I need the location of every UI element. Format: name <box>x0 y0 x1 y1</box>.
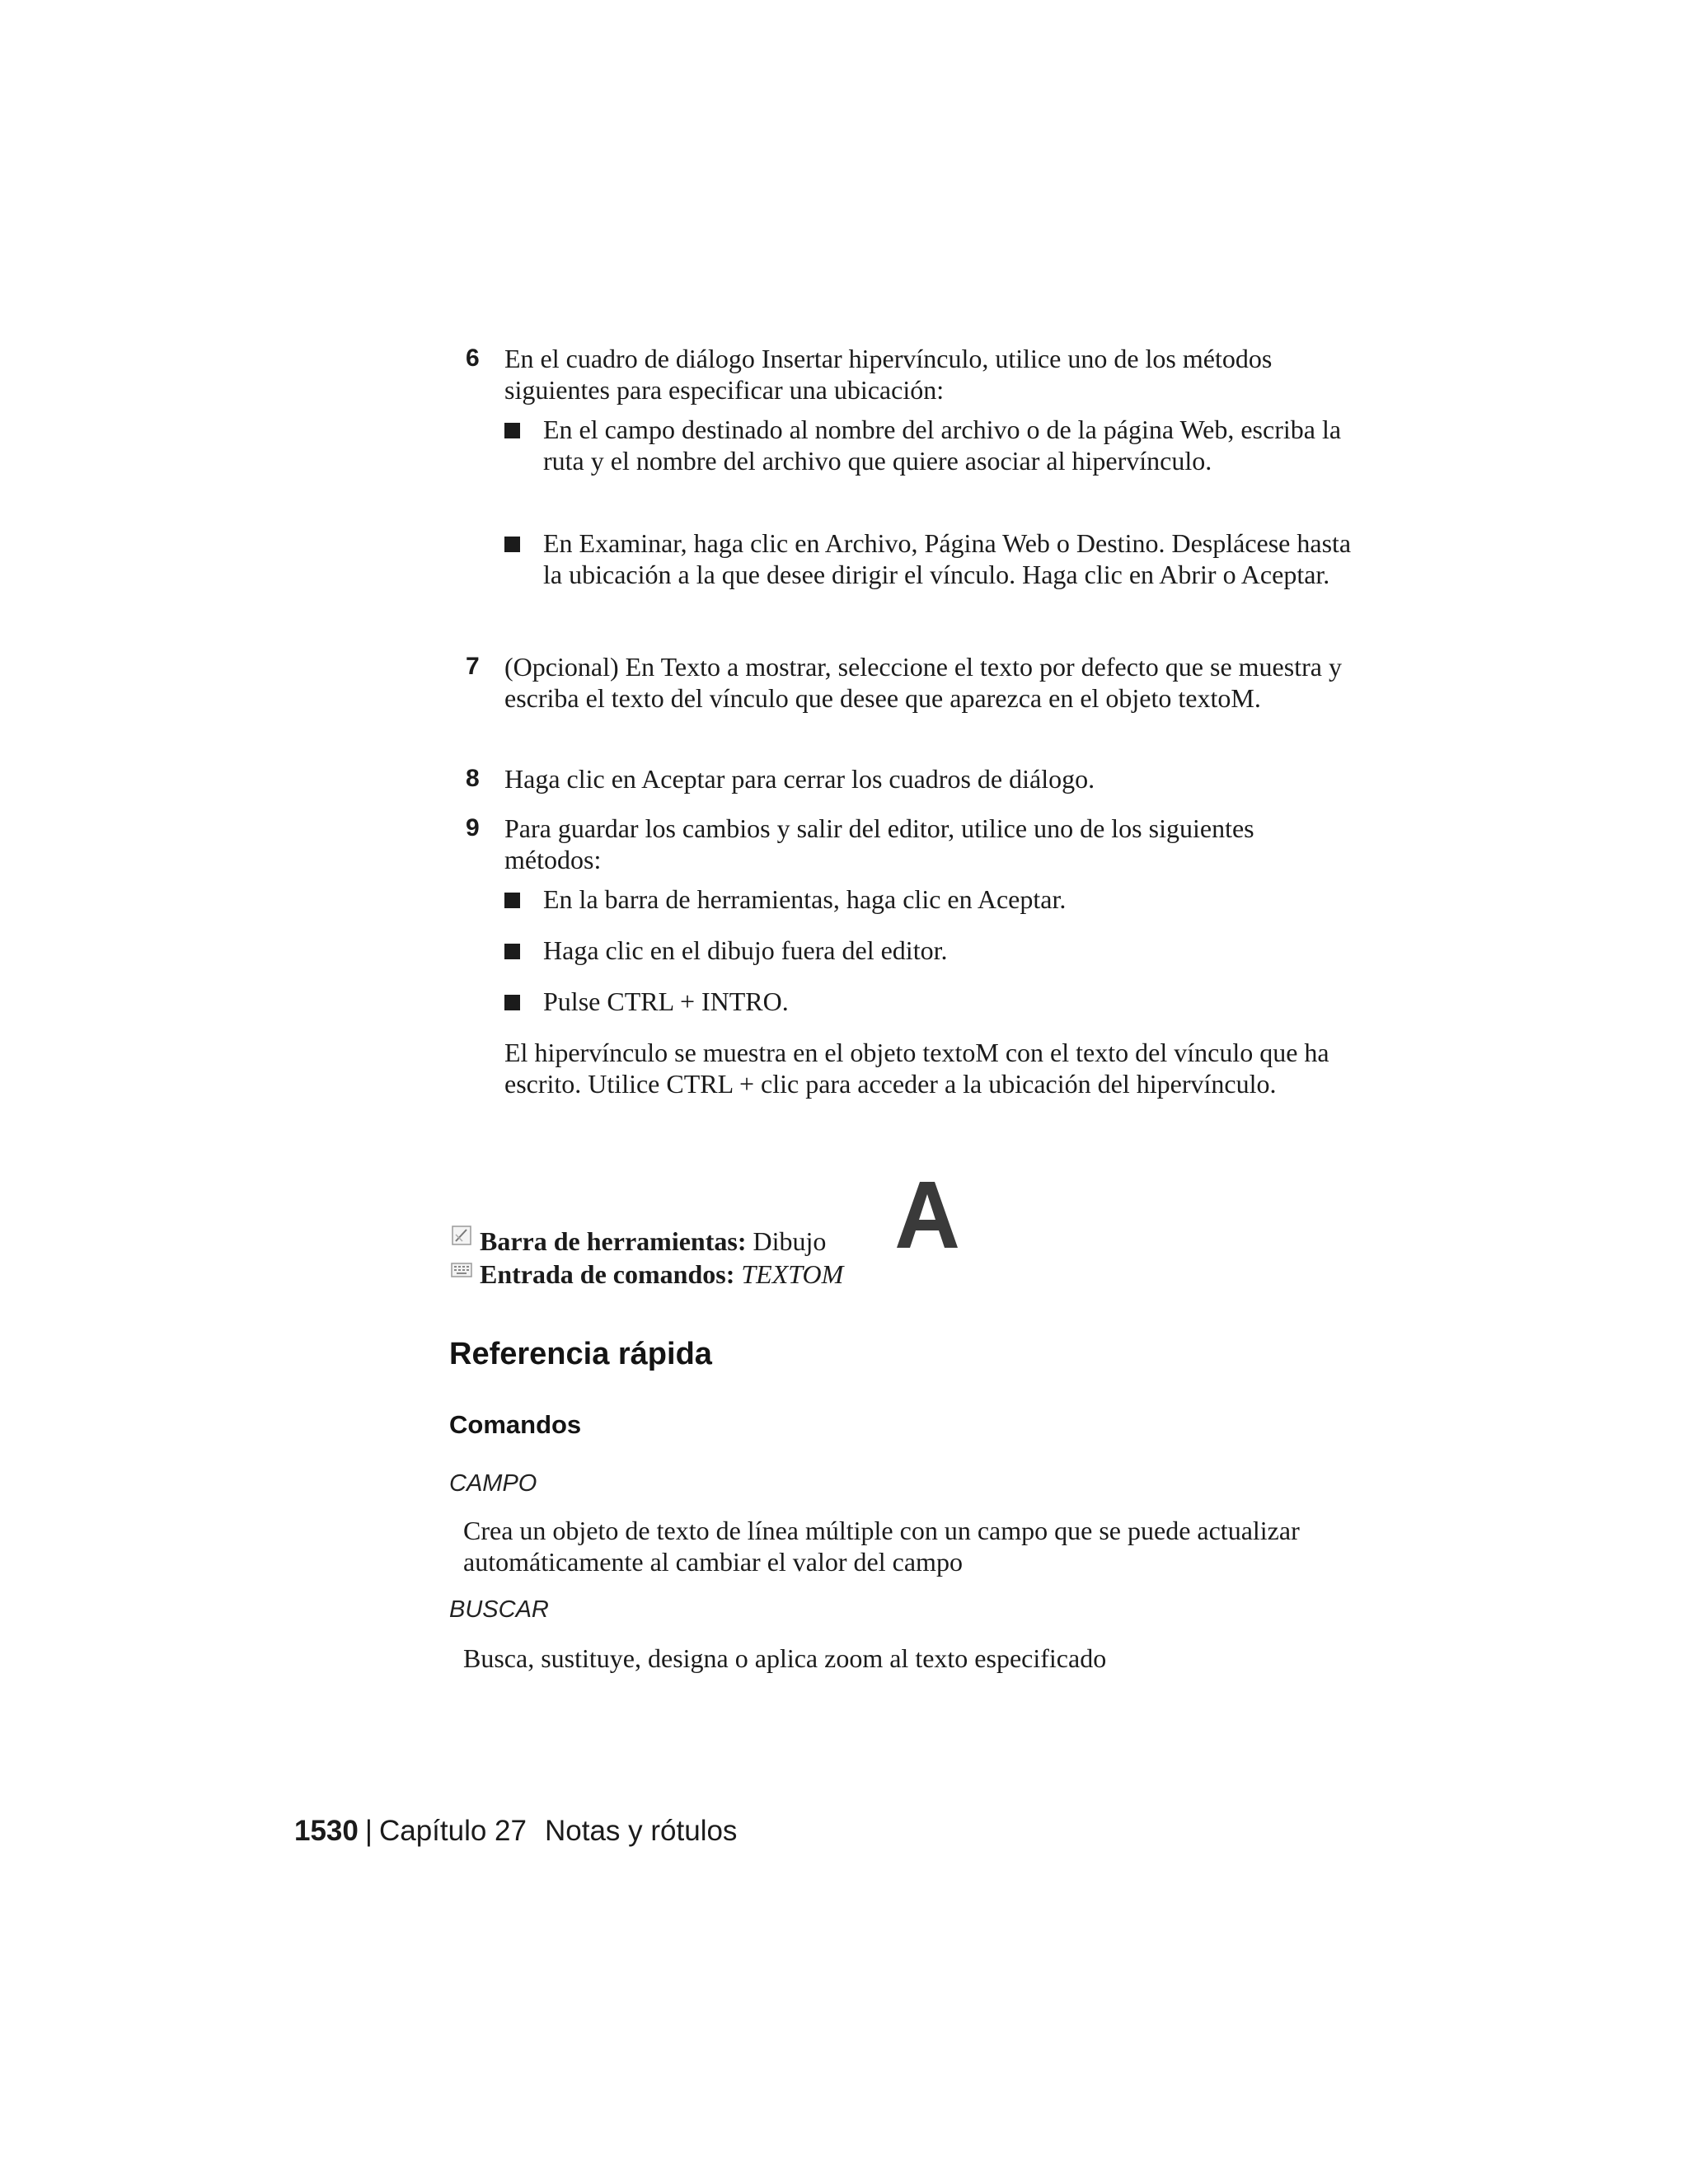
result-paragraph: El hipervínculo se muestra en el objeto textoM con el texto del vínculo que ha escrito. Utilice CTRL + clic para acceder a la ubicación del hipervínculo. <box>504 1038 1329 1099</box>
chapter-title: Notas y rótulos <box>545 1815 738 1847</box>
step-number: 9 <box>466 814 480 841</box>
command-description: Crea un objeto de texto de línea múltiple con un campo que se puede actualizar automáticamente al cambiar el valor del campo <box>463 1516 1300 1577</box>
command-description: Busca, sustituye, designa o aplica zoom al texto especificado <box>463 1643 1107 1673</box>
text-a-icon[interactable] <box>890 1177 964 1251</box>
footer-separator: | <box>364 1815 373 1847</box>
command-name: BUSCAR <box>449 1596 549 1623</box>
bullet-square-icon <box>504 423 520 438</box>
bullet-square-icon <box>504 995 520 1010</box>
toolbar-access-line <box>480 1226 826 1257</box>
list-item <box>504 527 1353 590</box>
command-label: Entrada de comandos: <box>480 1259 735 1289</box>
list-item-text: Pulse CTRL + INTRO. <box>543 987 789 1016</box>
step-7 <box>466 651 1352 714</box>
page-number: 1530 <box>294 1815 359 1847</box>
step-text: (Opcional) En Texto a mostrar, seleccione el texto por defecto que se muestra y escriba el texto del vínculo que desee que aparezca en el objeto textoM. <box>504 652 1342 713</box>
toolbar-icon <box>451 1225 472 1246</box>
bullet-square-icon <box>504 944 520 959</box>
list-item <box>504 986 1353 1017</box>
step-8 <box>466 763 1352 794</box>
list-item-text: Haga clic en el dibujo fuera del editor. <box>543 935 948 965</box>
step-text: En el cuadro de diálogo Insertar hipervínculo, utilice uno de los métodos siguientes para especificar una ubicación: <box>504 344 1273 405</box>
list-item <box>504 414 1353 476</box>
step-number: 8 <box>466 765 480 792</box>
list-item <box>504 935 1353 966</box>
step-6 <box>466 343 1352 405</box>
step-text: Para guardar los cambios y salir del editor, utilice uno de los siguientes métodos: <box>504 813 1254 874</box>
step-number: 7 <box>466 653 480 680</box>
step-number: 6 <box>466 344 480 372</box>
step-text: Haga clic en Aceptar para cerrar los cuadros de diálogo. <box>504 764 1095 794</box>
section-heading: Referencia rápida <box>449 1337 712 1371</box>
list-item-text: En la barra de herramientas, haga clic en Aceptar. <box>543 884 1067 914</box>
command-access-line <box>480 1258 843 1290</box>
bullet-square-icon <box>504 537 520 552</box>
bullet-square-icon <box>504 893 520 908</box>
keyboard-icon <box>451 1259 472 1281</box>
list-item-text: En el campo destinado al nombre del archivo o de la página Web, escriba la ruta y el nombre del archivo que quiere asociar al hipervínculo. <box>543 415 1342 476</box>
list-item-text: En Examinar, haga clic en Archivo, Página Web o Destino. Desplácese hasta la ubicación a la que desee dirigir el vínculo. Haga clic en Abrir o Aceptar. <box>543 528 1352 589</box>
toolbar-value: Dibujo <box>753 1226 827 1256</box>
subsection-heading: Comandos <box>449 1410 582 1439</box>
command-value: TEXTOM <box>741 1259 844 1289</box>
toolbar-label: Barra de herramientas: <box>480 1226 747 1256</box>
list-item <box>504 883 1353 915</box>
command-name: CAMPO <box>449 1470 537 1497</box>
page-footer <box>294 1815 737 1848</box>
step-9 <box>466 813 1352 875</box>
chapter-label: Capítulo 27 <box>378 1815 527 1847</box>
